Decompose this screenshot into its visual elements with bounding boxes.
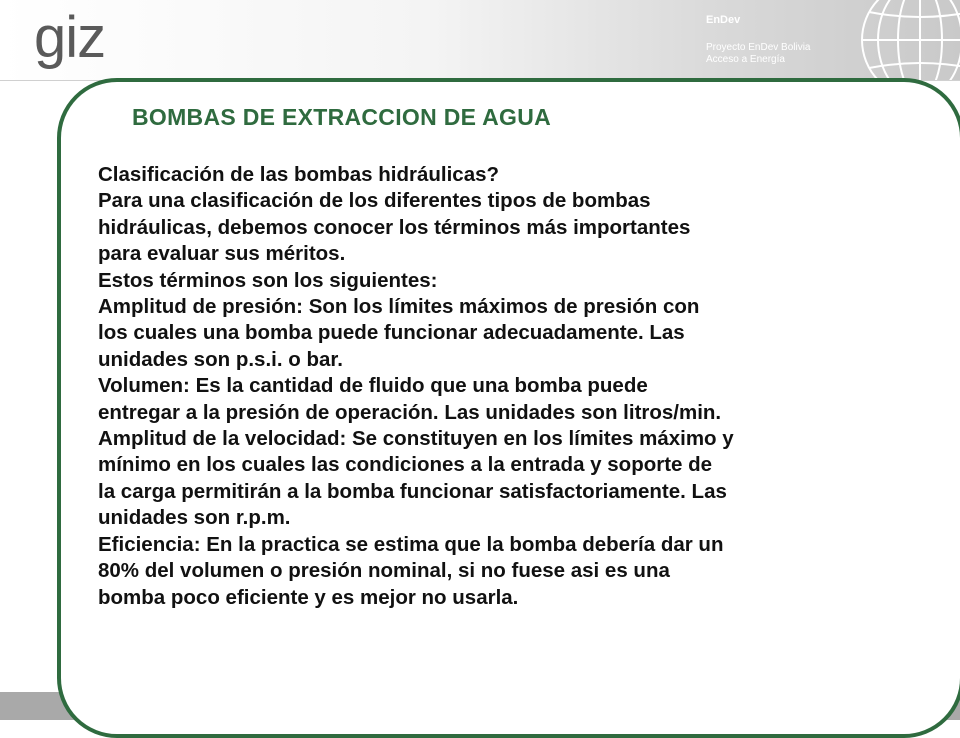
body-line: unidades son p.s.i. o bar. [98,347,343,371]
slide-title: BOMBAS DE EXTRACCION DE AGUA [132,104,552,130]
body-line: entregar a la presión de operación. Las unidades son litros/min. [98,400,722,424]
body-line: 80% del volumen o presión nominal, si no fuese asi es una [98,559,670,583]
body-line: mínimo en los cuales las condiciones a la entrada y soporte de [98,453,713,477]
project-subtitle-1: Proyecto EnDev Bolivia [706,42,811,53]
body-line: Volumen: Es la cantidad de fluido que una bomba puede [98,374,648,398]
header-bar [0,0,960,80]
body-line: Estos términos son los siguientes: [98,268,438,292]
body-line: hidráulicas, debemos conocer los términos más importantes [98,215,691,239]
body-line: bomba poco eficiente y es mejor no usarla. [98,585,519,609]
body-line: Para una clasificación de los diferentes tipos de bombas [98,189,651,213]
body-line: unidades son r.p.m. [98,506,291,530]
body-line: la carga permitirán a la bomba funcionar satisfactoriamente. Las [98,479,727,503]
project-subtitle-2: Acceso a Energía [706,54,785,65]
body-line: Amplitud de presión: Son los límites máximos de presión con [98,295,700,319]
body-line: Amplitud de la velocidad: Se constituyen en los límites máximo y [98,427,734,451]
body-line: los cuales una bomba puede funcionar adecuadamente. Las [98,321,685,345]
body-line: para evaluar sus méritos. [98,242,346,266]
body-line: Eficiencia: En la practica se estima que la bomba debería dar un [98,532,724,556]
giz-logo: giz [34,5,106,70]
project-title: EnDev [706,14,741,26]
body-line: Clasificación de las bombas hidráulicas? [98,163,500,186]
slide-body [98,162,938,611]
